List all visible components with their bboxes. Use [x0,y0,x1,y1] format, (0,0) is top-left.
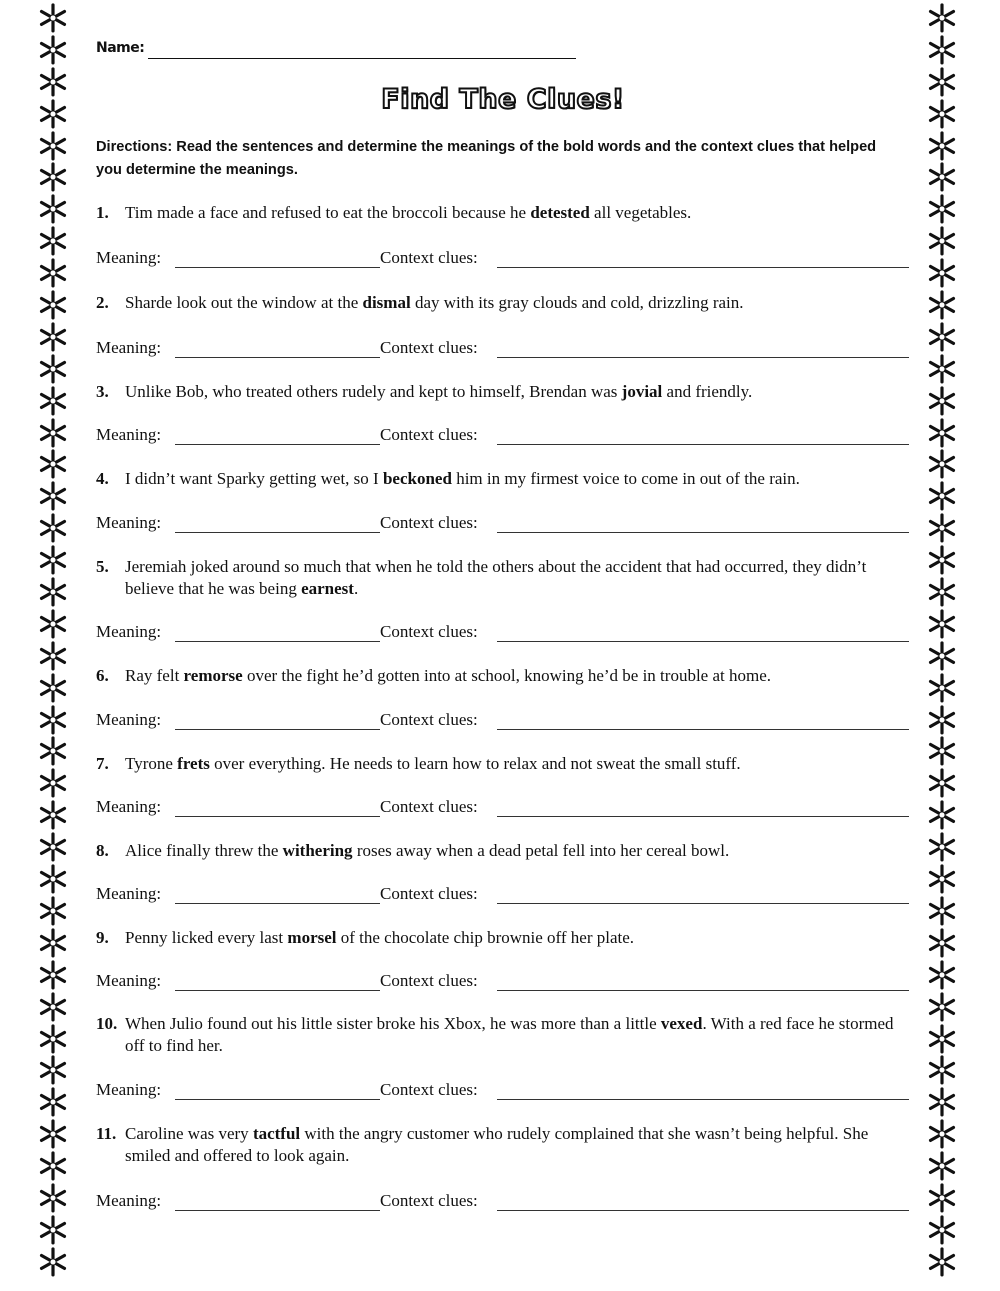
asterisk-flower-icon [39,863,67,895]
asterisk-flower-icon [928,895,956,927]
asterisk-flower-icon [928,2,956,34]
asterisk-flower-icon [39,225,67,257]
answer-row [96,337,910,361]
meaning-answer-line[interactable] [175,1210,380,1211]
asterisk-flower-icon [39,66,67,98]
context-clues-label: Context clues: [380,425,478,444]
asterisk-flower-icon [39,257,67,289]
asterisk-flower-icon [928,161,956,193]
meaning-answer-line[interactable] [175,267,380,268]
context-clues-label: Context clues: [380,248,478,267]
question-number: 6. [96,666,109,685]
asterisk-flower-icon [928,640,956,672]
question-number: 2. [96,293,109,312]
sentence-text: When Julio found out his little sister broke his Xbox, he was more than a little [125,1014,661,1033]
asterisk-flower-icon [928,353,956,385]
directions-text: Directions: Read the sentences and determine the meanings of the bold words and the context clues that helped you determine the meanings. [96,139,877,178]
asterisk-flower-icon [928,576,956,608]
asterisk-flower-icon [39,608,67,640]
sentence-text: all vegetables. [589,203,692,222]
asterisk-flower-icon [39,321,67,353]
asterisk-flower-icon [39,991,67,1023]
asterisk-flower-icon [928,704,956,736]
name-label: Name: [96,40,145,56]
sentence-text: Tyrone [125,754,178,773]
question-number: 3. [96,382,109,401]
meaning-answer-line[interactable] [175,903,380,904]
context-clues-label: Context clues: [380,884,478,903]
asterisk-flower-icon [39,98,67,130]
sentence-text: Ray felt [125,666,184,685]
question-number: 8. [96,841,109,860]
question-item [96,202,902,224]
meaning-answer-line[interactable] [175,990,380,991]
question-item [96,1013,902,1057]
right-decorative-border [925,2,959,1278]
sentence-text: roses away when a dead petal fell into her cereal bowl. [352,841,730,860]
asterisk-flower-icon [928,321,956,353]
asterisk-flower-icon [39,289,67,321]
asterisk-flower-icon [928,927,956,959]
asterisk-flower-icon [928,34,956,66]
sentence-text: Tim made a face and refused to eat the broccoli because he [125,203,531,222]
asterisk-flower-icon [39,895,67,927]
asterisk-flower-icon [39,353,67,385]
asterisk-flower-icon [928,512,956,544]
answer-row [96,247,910,271]
answer-row [96,796,910,820]
meaning-answer-line[interactable] [175,444,380,445]
vocabulary-word: vexed [660,1014,703,1033]
sentence-text: Unlike Bob, who treated others rudely and kept to himself, Brendan was [125,382,622,401]
asterisk-flower-icon [928,257,956,289]
asterisk-flower-icon [928,608,956,640]
asterisk-flower-icon [928,959,956,991]
page-title: Find The Clues! [381,84,625,115]
question-item [96,665,902,687]
asterisk-flower-icon [39,799,67,831]
question-item [96,381,902,403]
context-clues-answer-line[interactable] [497,816,909,817]
context-clues-answer-line[interactable] [497,532,909,533]
asterisk-flower-icon [39,161,67,193]
meaning-answer-line[interactable] [175,532,380,533]
asterisk-flower-icon [39,1214,67,1246]
question-number: 11. [96,1124,117,1143]
sentence-text: Caroline was very [125,1124,253,1143]
question-item [96,927,902,949]
vocabulary-word: jovial [621,382,663,401]
asterisk-flower-icon [928,767,956,799]
name-input-line[interactable] [148,58,576,59]
vocabulary-word: remorse [183,666,243,685]
asterisk-flower-icon [928,1023,956,1055]
answer-row [96,621,910,645]
left-decorative-border [36,2,70,1278]
asterisk-flower-icon [928,225,956,257]
question-item [96,556,902,600]
asterisk-flower-icon [39,448,67,480]
asterisk-flower-icon [928,1054,956,1086]
sentence-text: him in my firmest voice to come in out of the rain. [451,469,800,488]
asterisk-flower-icon [928,1086,956,1118]
sentence-text: and friendly. [662,382,753,401]
asterisk-flower-icon [928,193,956,225]
asterisk-flower-icon [39,704,67,736]
meaning-answer-line[interactable] [175,1099,380,1100]
asterisk-flower-icon [928,289,956,321]
question-sentence [125,556,902,600]
question-number: 1. [96,203,109,222]
meaning-label: Meaning: [96,622,162,641]
vocabulary-word: frets [177,754,210,773]
asterisk-flower-icon [39,927,67,959]
context-clues-label: Context clues: [380,1191,478,1210]
vocabulary-word: dismal [362,293,411,312]
question-sentence [125,381,902,403]
question-sentence [125,753,902,775]
question-item [96,1123,902,1167]
asterisk-flower-icon [39,735,67,767]
question-sentence [125,1013,902,1057]
context-clues-label: Context clues: [380,971,478,990]
meaning-answer-line[interactable] [175,816,380,817]
vocabulary-word: morsel [287,928,337,947]
question-number: 10. [96,1014,118,1033]
meaning-answer-line[interactable] [175,641,380,642]
meaning-label: Meaning: [96,797,162,816]
question-item [96,753,902,775]
asterisk-flower-icon [39,2,67,34]
question-number: 9. [96,928,109,947]
answer-row [96,424,910,448]
vocabulary-word: tactful [252,1124,301,1143]
meaning-label: Meaning: [96,513,162,532]
context-clues-label: Context clues: [380,513,478,532]
vocabulary-word: detested [530,203,590,222]
asterisk-flower-icon [928,385,956,417]
context-clues-answer-line[interactable] [497,1210,909,1211]
meaning-label: Meaning: [96,425,162,444]
asterisk-flower-icon [928,130,956,162]
sentence-text: I didn’t want Sparky getting wet, so I [125,469,383,488]
asterisk-flower-icon [39,640,67,672]
asterisk-flower-icon [39,1118,67,1150]
asterisk-flower-icon [928,991,956,1023]
asterisk-flower-icon [39,1150,67,1182]
asterisk-flower-icon [928,799,956,831]
asterisk-flower-icon [39,544,67,576]
answer-row [96,883,910,907]
question-sentence [125,1123,902,1167]
sentence-text: day with its gray clouds and cold, drizzling rain. [410,293,744,312]
sentence-text: Penny licked every last [125,928,288,947]
sentence-text: Jeremiah joked around so much that when he told the others about the accident that had occurred, they didn’t believe that he was being [125,557,867,598]
meaning-label: Meaning: [96,884,162,903]
context-clues-label: Context clues: [380,1080,478,1099]
question-sentence [125,840,902,862]
context-clues-answer-line[interactable] [497,729,909,730]
meaning-label: Meaning: [96,248,162,267]
sentence-text: Alice finally threw the [125,841,283,860]
question-number: 5. [96,557,109,576]
asterisk-flower-icon [928,1118,956,1150]
vocabulary-word: withering [282,841,353,860]
sentence-text: over the fight he’d gotten into at school, knowing he’d be in trouble at home. [242,666,771,685]
question-item [96,292,902,314]
asterisk-flower-icon [39,193,67,225]
asterisk-flower-icon [39,417,67,449]
sentence-text: over everything. He needs to learn how to relax and not sweat the small stuff. [209,754,741,773]
sentence-text: Sharde look out the window at the [125,293,363,312]
question-sentence [125,468,902,490]
answer-row [96,1079,910,1103]
answer-row [96,512,910,536]
asterisk-flower-icon [928,1182,956,1214]
context-clues-answer-line[interactable] [497,1099,909,1100]
question-item [96,840,902,862]
asterisk-flower-icon [39,831,67,863]
context-clues-answer-line[interactable] [497,267,909,268]
asterisk-flower-icon [39,672,67,704]
asterisk-flower-icon [39,385,67,417]
sentence-text: . With a red face he stormed off to find her. [125,1014,894,1055]
asterisk-flower-icon [39,512,67,544]
meaning-label: Meaning: [96,1080,162,1099]
context-clues-answer-line[interactable] [497,357,909,358]
asterisk-flower-icon [928,863,956,895]
asterisk-flower-icon [928,448,956,480]
sentence-text: of the chocolate chip brownie off her plate. [336,928,635,947]
context-clues-label: Context clues: [380,710,478,729]
asterisk-flower-icon [39,130,67,162]
asterisk-flower-icon [928,1150,956,1182]
question-number: 7. [96,754,109,773]
question-item [96,468,902,490]
context-clues-answer-line[interactable] [497,444,909,445]
asterisk-flower-icon [928,1214,956,1246]
meaning-label: Meaning: [96,710,162,729]
question-sentence [125,927,902,949]
asterisk-flower-icon [928,672,956,704]
vocabulary-word: earnest [301,579,354,598]
asterisk-flower-icon [928,98,956,130]
meaning-label: Meaning: [96,971,162,990]
sentence-text: . [353,579,359,598]
asterisk-flower-icon [39,576,67,608]
question-sentence [125,665,902,687]
context-clues-label: Context clues: [380,797,478,816]
answer-row [96,1190,910,1214]
asterisk-flower-icon [39,959,67,991]
asterisk-flower-icon [928,1246,956,1278]
asterisk-flower-icon [39,1182,67,1214]
question-sentence [125,202,902,224]
sentence-text: with the angry customer who rudely complained that she wasn’t being helpful. She smiled and offered to look again. [125,1124,869,1165]
answer-row [96,709,910,733]
asterisk-flower-icon [39,767,67,799]
context-clues-label: Context clues: [380,622,478,641]
question-number: 4. [96,469,109,488]
asterisk-flower-icon [928,417,956,449]
context-clues-answer-line[interactable] [497,641,909,642]
asterisk-flower-icon [928,66,956,98]
asterisk-flower-icon [39,1023,67,1055]
meaning-label: Meaning: [96,338,162,357]
meaning-answer-line[interactable] [175,357,380,358]
asterisk-flower-icon [39,34,67,66]
meaning-answer-line[interactable] [175,729,380,730]
asterisk-flower-icon [928,480,956,512]
asterisk-flower-icon [39,1054,67,1086]
context-clues-answer-line[interactable] [497,903,909,904]
context-clues-label: Context clues: [380,338,478,357]
asterisk-flower-icon [928,735,956,767]
asterisk-flower-icon [928,831,956,863]
answer-row [96,970,910,994]
vocabulary-word: beckoned [382,469,452,488]
question-sentence [125,292,902,314]
asterisk-flower-icon [39,1246,67,1278]
meaning-label: Meaning: [96,1191,162,1210]
asterisk-flower-icon [39,1086,67,1118]
context-clues-answer-line[interactable] [497,990,909,991]
asterisk-flower-icon [928,544,956,576]
asterisk-flower-icon [39,480,67,512]
